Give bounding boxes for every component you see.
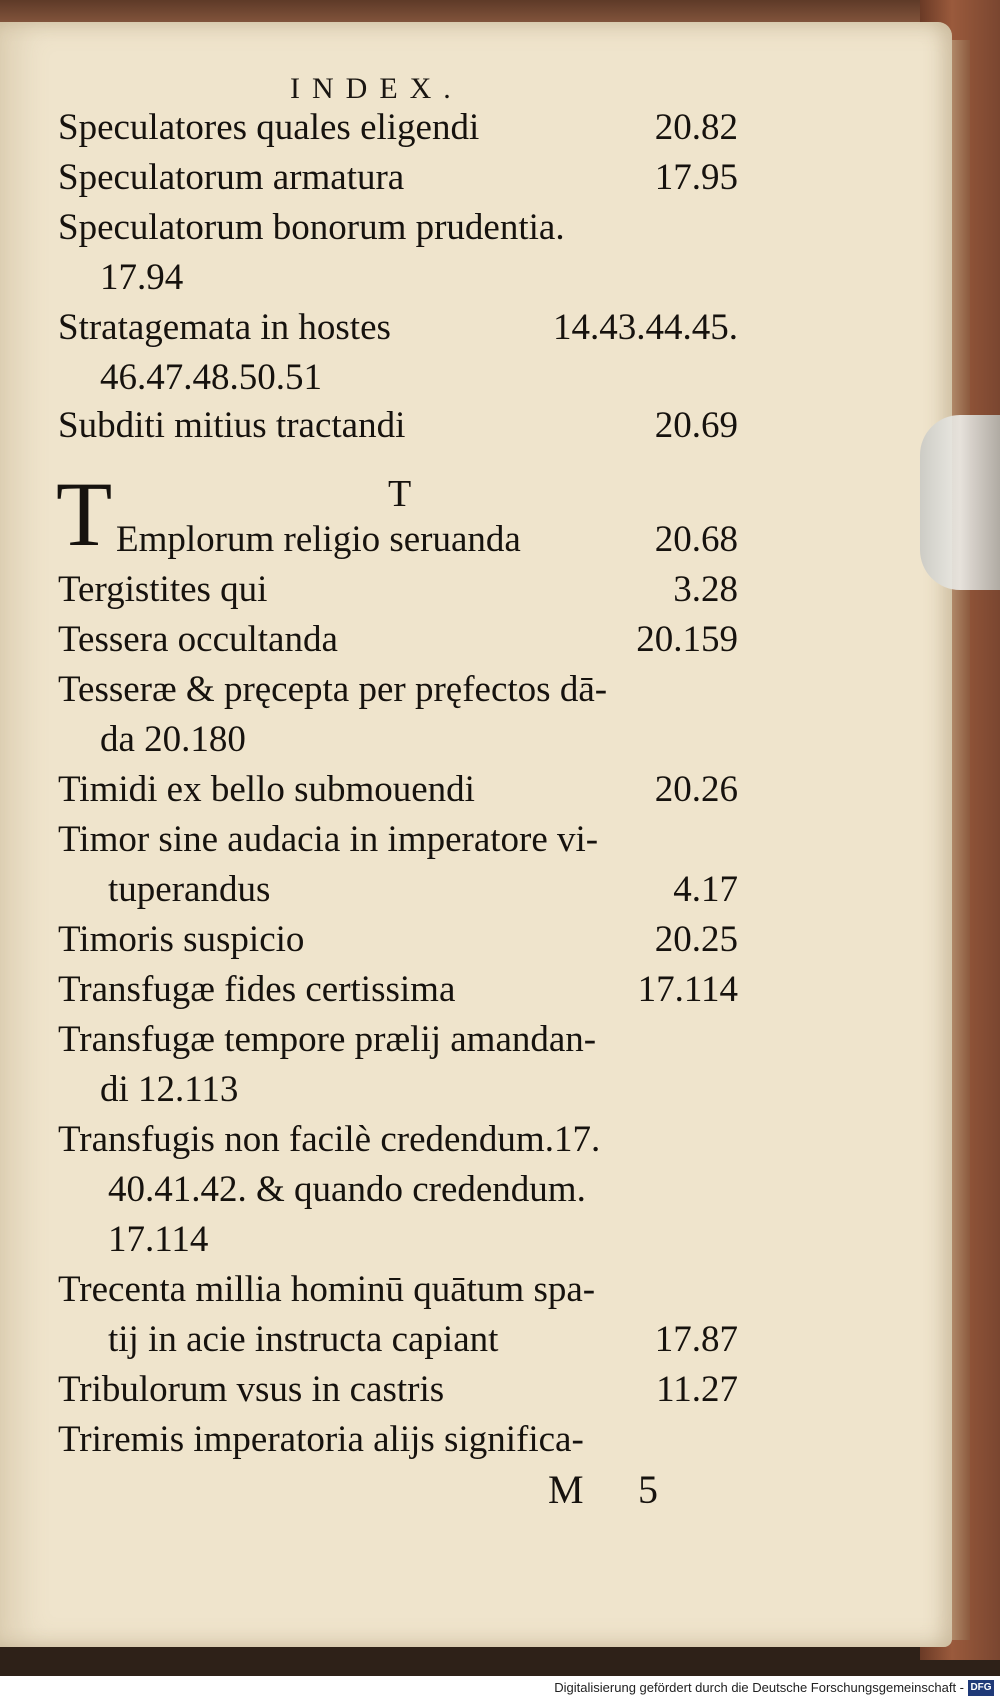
entry-page-number: 4.17 — [673, 869, 738, 910]
entry-text: Timor sine audacia in imperatore vi- — [58, 819, 599, 860]
index-entry — [58, 206, 738, 249]
index-entry — [58, 1368, 738, 1411]
entry-text: Transfugæ fides certissima — [58, 969, 456, 1010]
index-entry — [116, 518, 738, 561]
entry-page-number: 14.43.44.45. — [553, 307, 738, 348]
index-entry — [58, 156, 738, 199]
index-entry — [58, 618, 738, 661]
entry-page-number: 20.26 — [654, 769, 738, 810]
index-entry — [58, 968, 738, 1011]
index-entry — [108, 1318, 738, 1361]
entry-text: Transfugis non facilè credendum.17. — [58, 1119, 601, 1160]
index-entry — [58, 1118, 738, 1161]
entry-page-number: 17.87 — [654, 1319, 738, 1360]
entry-text: Tergistites qui — [58, 569, 268, 610]
index-entry — [58, 1018, 738, 1061]
entry-page-number: 20.82 — [654, 107, 738, 148]
entry-continuation: di 12.113 — [100, 1069, 239, 1110]
index-entry — [58, 1418, 738, 1461]
entry-text: tij in acie instructa capiant — [108, 1319, 499, 1360]
entry-text: Speculatores quales eligendi — [58, 107, 480, 148]
index-entry — [58, 404, 738, 447]
entry-page-number: 17.114 — [637, 969, 738, 1010]
entry-text: Stratagemata in hostes — [58, 307, 391, 348]
signature-number: 5 — [638, 1467, 658, 1512]
drop-cap: T — [56, 463, 113, 565]
entry-text: Trecenta millia hominū quātum spa- — [58, 1269, 596, 1310]
running-header: INDEX. — [290, 72, 463, 105]
index-entry — [58, 106, 738, 149]
entry-page-number: 20.69 — [654, 405, 738, 446]
entry-text: Tribulorum vsus in castris — [58, 1369, 445, 1410]
index-entry — [58, 1268, 738, 1311]
entry-text: Timidi ex bello submouendi — [58, 769, 475, 810]
letter-heading: T — [388, 473, 412, 515]
page-clip — [920, 415, 1000, 590]
index-entry — [58, 306, 738, 349]
entry-continuation: 40.41.42. & quando credendum. — [108, 1169, 586, 1210]
digitization-credit: Digitalisierung gefördert durch die Deutsche Forschungsgemeinschaft - — [554, 1680, 964, 1695]
entry-continuation: 46.47.48.50.51 — [100, 357, 322, 398]
entry-text: Speculatorum bonorum prudentia. — [58, 207, 565, 248]
entry-text: Tessera occultanda — [58, 619, 338, 660]
index-entry — [58, 918, 738, 961]
entry-text: tuperandus — [108, 869, 271, 910]
index-entry — [58, 818, 738, 861]
index-entry — [58, 568, 738, 611]
entry-text: Timoris suspicio — [58, 919, 305, 960]
index-entry — [58, 668, 738, 711]
entry-page-number: 20.159 — [636, 619, 738, 660]
entry-page-number: 3.28 — [673, 569, 738, 610]
dfg-logo-icon: DFG — [968, 1680, 994, 1696]
signature-mark: M — [548, 1467, 584, 1512]
entry-text: Transfugæ tempore prælij amandan- — [58, 1019, 597, 1060]
entry-text: Subditi mitius tractandi — [58, 405, 406, 446]
entry-text: Speculatorum armatura — [58, 157, 405, 198]
entry-text: Tesseræ & pręcepta per pręfectos dā- — [58, 669, 608, 710]
entry-page-number: 17.95 — [654, 157, 738, 198]
page-edge — [952, 40, 970, 1640]
entry-page-number: 11.27 — [656, 1369, 738, 1410]
entry-text: Emplorum religio seruanda — [116, 519, 521, 560]
entry-text: Triremis imperatoria alijs significa- — [58, 1419, 584, 1460]
entry-continuation: 17.94 — [100, 257, 184, 298]
entry-page-number: 20.25 — [654, 919, 738, 960]
entry-page-number: 20.68 — [654, 519, 738, 560]
entry-continuation: da 20.180 — [100, 719, 246, 760]
entry-continuation: 17.114 — [108, 1219, 209, 1260]
index-entry — [58, 768, 738, 811]
index-entry — [108, 868, 738, 911]
